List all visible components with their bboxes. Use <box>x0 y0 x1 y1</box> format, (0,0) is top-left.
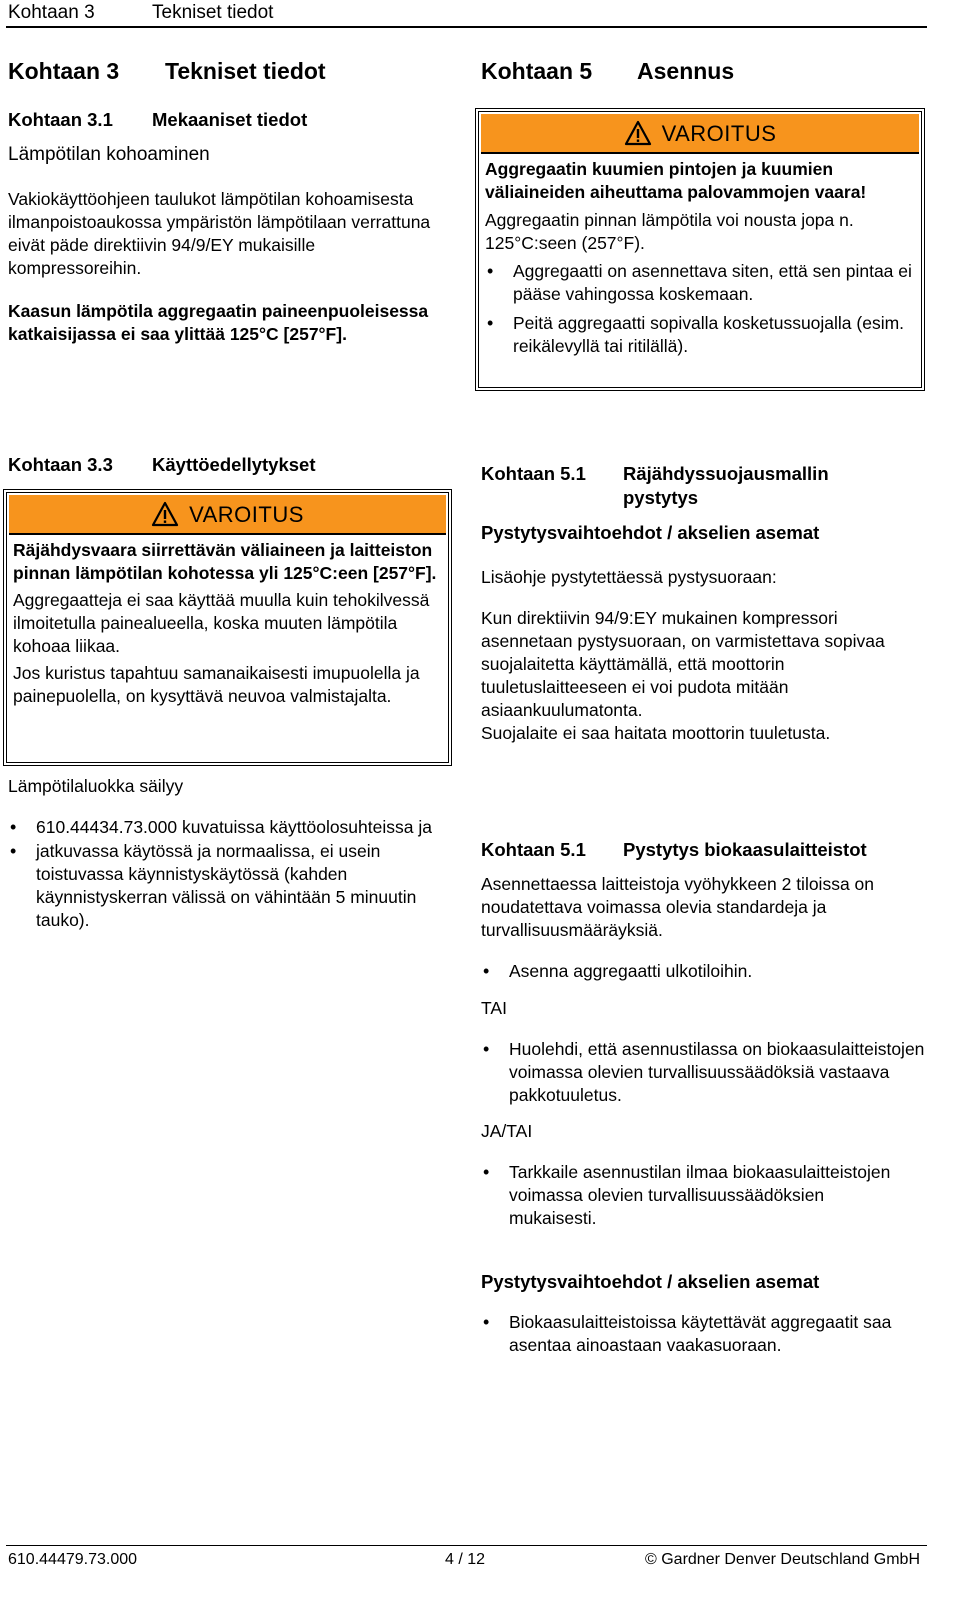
or-label: TAI <box>481 998 507 1018</box>
and-or-label: JA/TAI <box>481 1121 533 1141</box>
subsection-5-1b-title: Pystytys biokaasulaitteistot <box>623 839 867 860</box>
gas-temp-paragraph: Kaasun lämpötila aggregaatin paineenpuoleisessa katkaisijassa ei saa ylittää 125°C [257°F]. <box>8 301 429 344</box>
options-heading: Pystytysvaihtoehdot / akselien asemat <box>481 522 820 543</box>
warning-bullet-list <box>485 260 915 358</box>
warning-label: VAROITUS <box>661 120 777 146</box>
list-item: • Huolehdi, että asennustilassa on biokaasulaitteistojen voimassa olevien turvallisuussäädöksiä vastaava pakkotuuletus. <box>481 1038 931 1107</box>
list-item: • Biokaasulaitteistoissa käytettävät aggregaatit saa asentaa ainoastaan vaakasuoraan. <box>481 1311 921 1357</box>
warning-header <box>481 114 919 154</box>
section-title: Tekniset tiedot <box>165 58 326 84</box>
warning-triangle-icon <box>624 120 652 146</box>
subsection-5-1-number: Kohtaan 5.1 <box>481 463 586 484</box>
footer-copyright: © Gardner Denver Deutschland GmbH <box>644 1551 920 1568</box>
section-5-number: Kohtaan 5 <box>481 58 593 84</box>
list-item: • Peitä aggregaatti sopivalla kosketussuojalla (esim. reikälevyllä tai ritilällä). <box>485 312 915 358</box>
temp-class-list <box>8 816 440 932</box>
warning-box-explosion <box>3 489 452 766</box>
biogas-paragraph: Asennettaessa laitteistoja vyöhykkeen 2 tiloissa on noudatettava voimassa olevia standardeja ja turvallisuusmääräyksiä. <box>481 874 875 940</box>
subsection-number: Kohtaan 3.1 <box>8 109 113 130</box>
footer-page-number: 4 / 12 <box>445 1551 486 1568</box>
list-item: • Tarkkaile asennustilan ilmaa biokaasulaitteistojen voimassa olevien turvallisuussäädöksien mukaisesti. <box>481 1161 901 1230</box>
warning-header <box>9 495 446 535</box>
vertical-install-text: Kun direktiivin 94/9:EY mukainen kompressori asennetaan pystysuoraan, on varmistettava sopivaa suojalaitetta käyttämällä, että moottorin tuuletuslaitteeseen ei voi pudota mitään asiaankuulumatonta. <box>481 608 885 720</box>
temp-class-text: Lämpötilaluokka säilyy <box>8 776 184 796</box>
temp-rise-heading: Lämpötilan kohoaminen <box>8 144 210 165</box>
subsection-3-3-title: Käyttöedellytykset <box>152 454 316 475</box>
warning-text: Aggregaatin pinnan lämpötila voi nousta jopa n. 125°C:seen (257°F). <box>485 210 854 253</box>
extra-instruction: Lisäohje pystytettäessä pystysuoraan: <box>481 567 777 587</box>
section-number: Kohtaan 3 <box>8 58 120 84</box>
warning-triangle-icon <box>151 501 179 527</box>
warning-box-hot-surfaces <box>475 108 925 391</box>
options-heading-2: Pystytysvaihtoehdot / akselien asemat <box>481 1271 820 1292</box>
vertical-install-block <box>481 607 921 745</box>
section-5-title: Asennus <box>637 58 735 84</box>
subsection-title: Mekaaniset tiedot <box>152 109 308 130</box>
warning-label: VAROITUS <box>189 501 304 527</box>
warning-text-1: Aggregaatteja ei saa käyttää muulla kuin tehokilvessä ilmoitetulla painealueella, koska muuten lämpötila kohoaa liikaa. <box>13 590 430 656</box>
list-item: • Aggregaatti on asennettava siten, että sen pintaa ei pääse vahingossa koskemaan. <box>485 260 915 306</box>
running-header-title: Tekniset tiedot <box>152 2 274 23</box>
warning-text-2: Jos kuristus tapahtuu samanaikaisesti imupuolella ja painepuolella, on kysyttävä neuvoa valmistajalta. <box>13 663 420 706</box>
subsection-5-1-title: Räjähdyssuojausmallin pystytys <box>623 463 829 508</box>
subsection-3-3-number: Kohtaan 3.3 <box>8 454 113 475</box>
list-item: • jatkuvassa käytössä ja normaalissa, ei usein toistuvassa käynnistyskäytössä (kahden käynnistyskerran välissä on vähintään 5 minuutin tauko). <box>8 840 440 932</box>
warning-bold-text: Aggregaatin kuumien pintojen ja kuumien väliaineiden aiheuttama palovammojen vaara! <box>485 159 867 202</box>
temp-rise-paragraph: Vakiokäyttöohjeen taulukot lämpötilan kohoamisesta ilmanpoistoaukossa ympäristön lämpötilaan verrattuna eivät päde direktiivin 94/9/EY mukaisille kompressoreihin. <box>8 189 431 278</box>
biogas-list-1 <box>481 960 931 983</box>
header-rule <box>6 26 927 28</box>
biogas-list-4 <box>481 1311 921 1357</box>
warning-bold-text: Räjähdysvaara siirrettävän väliaineen ja laitteiston pinnan lämpötilan kohotessa yli 125°C:een [257°F]. <box>13 540 437 583</box>
vertical-install-text-2: Suojalaite ei saa haitata moottorin tuuletusta. <box>481 723 831 743</box>
subsection-5-1b-number: Kohtaan 5.1 <box>481 839 586 860</box>
biogas-list-2 <box>481 1038 931 1107</box>
footer-doc-number: 610.44479.73.000 <box>8 1551 138 1568</box>
biogas-list-3 <box>481 1161 901 1230</box>
list-item: • Asenna aggregaatti ulkotiloihin. <box>481 960 931 983</box>
list-item: • 610.44434.73.000 kuvatuissa käyttöolosuhteissa ja <box>8 816 440 839</box>
running-header-section: Kohtaan 3 <box>8 2 95 23</box>
footer-rule <box>6 1545 927 1546</box>
